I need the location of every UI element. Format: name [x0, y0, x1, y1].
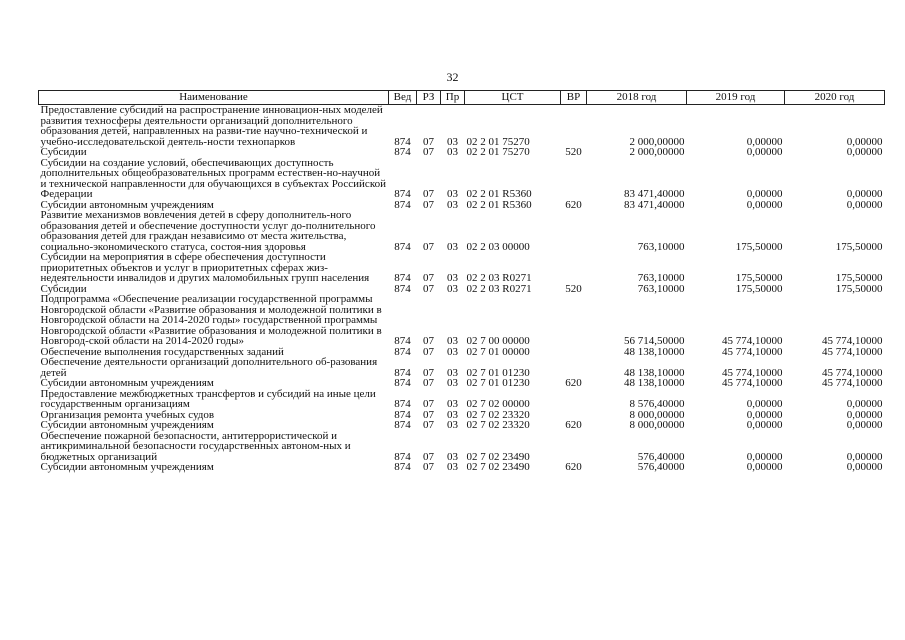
table-row	[39, 158, 885, 200]
row-amount-2018: 8 576,40000	[629, 398, 685, 410]
row-name: Обеспечение деятельности организаций дополнительного об-разования детей	[40, 356, 378, 379]
row-pr: 03	[447, 135, 458, 148]
row-amount-2020: 0,00000	[846, 461, 883, 473]
row-pr: 03	[447, 345, 458, 358]
row-rz: 07	[423, 377, 434, 389]
row-amount-2018: 763,10000	[637, 272, 685, 284]
table-row	[39, 252, 885, 284]
row-amount-2019: 0,00000	[746, 398, 783, 410]
row-amount-2018: 56 714,50000	[624, 335, 685, 347]
row-pr: 03	[447, 366, 458, 379]
budget-table	[38, 90, 885, 473]
row-cst: 02 7 02 23490	[466, 461, 530, 473]
row-amount-2020: 45 774,10000	[822, 345, 883, 358]
row-rz: 07	[423, 345, 434, 358]
row-name: Субсидии на мероприятия в сфере обеспечения доступности приоритетных объектов и услуг в приоритетных сферах жиз-недеятельности инвалидов и других маломобильных групп населения	[40, 251, 370, 284]
row-cst: 02 7 02 23320	[466, 419, 530, 431]
row-rz: 07	[423, 366, 434, 379]
row-amount-2019: 0,00000	[746, 198, 783, 211]
row-amount-2020: 0,00000	[846, 419, 883, 431]
row-amount-2020: 45 774,10000	[822, 377, 883, 389]
row-amount-2019: 45 774,10000	[722, 366, 783, 379]
row-cst: 02 2 03 R0271	[466, 282, 532, 295]
row-ved: 874	[394, 366, 411, 379]
row-amount-2020: 45 774,10000	[822, 335, 883, 347]
row-vr	[561, 347, 587, 358]
row-name: Развитие механизмов вовлечения детей в сферу дополнитель-ного образования детей и обеспечение доступности услуг до-полнительного образования детей для граждан независимо от места жительства, социально-экономического статуса, состоя-ния здоровья	[40, 209, 376, 253]
row-amount-2019: 45 774,10000	[722, 377, 783, 389]
row-name: Субсидии автономным учреждениям	[40, 461, 214, 473]
row-name: Субсидии на создание условий, обеспечивающих доступность дополнительных общеобразовательных программ естествен-но-научной и технической направленности для обучающихся в субъектах Российской Федерации	[40, 156, 386, 200]
row-rz: 07	[423, 408, 434, 421]
row-amount-2018: 8 000,00000	[629, 408, 685, 421]
row-pr: 03	[447, 398, 458, 410]
row-vr: 520	[565, 282, 582, 295]
row-amount-2019: 175,50000	[735, 272, 783, 284]
row-name: Субсидии	[40, 282, 87, 295]
row-amount-2018: 8 000,00000	[629, 419, 685, 431]
row-amount-2020: 0,00000	[846, 408, 883, 421]
row-vr	[561, 105, 587, 148]
row-ved: 874	[394, 272, 411, 284]
row-amount-2018: 576,40000	[637, 450, 685, 463]
row-amount-2018: 763,10000	[637, 282, 685, 295]
row-pr: 03	[447, 461, 458, 473]
row-rz: 07	[423, 282, 434, 295]
row-amount-2019: 45 774,10000	[722, 345, 783, 358]
row-vr: 520	[565, 146, 582, 158]
table-header-row	[39, 91, 885, 105]
row-ved: 874	[394, 335, 411, 347]
row-amount-2019: 0,00000	[746, 135, 783, 148]
table-row	[39, 105, 885, 148]
row-cst: 02 2 01 R5360	[466, 198, 532, 211]
row-amount-2018: 83 471,40000	[624, 188, 685, 200]
row-ved: 874	[394, 377, 411, 389]
page-number: 32	[446, 70, 459, 84]
row-pr: 03	[447, 146, 458, 158]
row-vr: 620	[565, 198, 582, 211]
row-amount-2018: 576,40000	[637, 461, 685, 473]
row-pr: 03	[447, 282, 458, 295]
row-rz: 07	[423, 398, 434, 410]
row-amount-2018: 48 138,10000	[624, 377, 685, 389]
row-rz: 07	[423, 450, 434, 463]
header-rz: РЗ	[417, 91, 441, 105]
row-vr	[561, 357, 587, 378]
row-rz: 07	[423, 419, 434, 431]
row-amount-2020: 175,50000	[835, 240, 883, 253]
row-ved: 874	[394, 398, 411, 410]
row-amount-2020: 45 774,10000	[822, 366, 883, 379]
row-amount-2020: 0,00000	[846, 398, 883, 410]
row-cst: 02 7 01 00000	[466, 345, 530, 358]
header-cst: ЦСТ	[465, 91, 561, 105]
row-name: Подпрограмма «Обеспечение реализации государственной программы Новгородской области «Развитие образования и молодежной политики в Новгородской области на 2014-2020 годы» государственной программы Новгородской области «Развитие образования и молодежной политики в Новгород-ской области на 2014-2020 годы»	[40, 293, 382, 347]
row-name: Субсидии автономным учреждениям	[40, 377, 214, 389]
row-rz: 07	[423, 146, 434, 158]
row-amount-2020: 175,50000	[835, 282, 883, 295]
row-amount-2020: 0,00000	[846, 146, 883, 158]
row-ved: 874	[394, 188, 411, 200]
row-vr	[561, 294, 587, 347]
row-amount-2019: 45 774,10000	[722, 335, 783, 347]
row-amount-2018: 2 000,00000	[629, 146, 685, 158]
row-cst: 02 2 01 75270	[466, 135, 530, 148]
row-rz: 07	[423, 461, 434, 473]
row-ved: 874	[394, 146, 411, 158]
header-2019: 2019 год	[687, 91, 785, 105]
row-cst: 02 7 01 01230	[466, 377, 530, 389]
header-ved: Вед	[389, 91, 417, 105]
row-pr: 03	[447, 419, 458, 431]
row-amount-2018: 48 138,10000	[624, 366, 685, 379]
row-vr: 620	[565, 419, 582, 431]
row-ved: 874	[394, 408, 411, 421]
row-ved: 874	[394, 198, 411, 211]
table-row	[39, 147, 885, 158]
row-vr	[561, 210, 587, 252]
row-amount-2019: 0,00000	[746, 146, 783, 158]
row-pr: 03	[447, 377, 458, 389]
header-pr: Пр	[441, 91, 465, 105]
row-amount-2019: 0,00000	[746, 408, 783, 421]
row-pr: 03	[447, 335, 458, 347]
row-amount-2018: 2 000,00000	[629, 135, 685, 148]
row-vr: 620	[565, 461, 582, 473]
row-cst: 02 2 01 R5360	[466, 188, 532, 200]
row-pr: 03	[447, 188, 458, 200]
row-rz: 07	[423, 198, 434, 211]
row-amount-2020: 0,00000	[846, 198, 883, 211]
table-row	[39, 389, 885, 410]
row-vr: 620	[565, 377, 582, 389]
row-amount-2019: 175,50000	[735, 240, 783, 253]
header-2020: 2020 год	[785, 91, 885, 105]
row-ved: 874	[394, 419, 411, 431]
row-ved: 874	[394, 240, 411, 253]
row-rz: 07	[423, 188, 434, 200]
row-amount-2020: 0,00000	[846, 450, 883, 463]
row-pr: 03	[447, 272, 458, 284]
row-name: Субсидии	[40, 146, 87, 158]
table-row	[39, 294, 885, 347]
row-name: Субсидии автономным учреждениям	[40, 198, 214, 211]
row-cst: 02 7 00 00000	[466, 335, 530, 347]
row-rz: 07	[423, 335, 434, 347]
row-name: Обеспечение выполнения государственных заданий	[40, 345, 284, 358]
row-cst: 02 7 02 23320	[466, 408, 530, 421]
row-cst: 02 7 02 00000	[466, 398, 530, 410]
row-ved: 874	[394, 461, 411, 473]
row-name: Предоставление субсидий на распространение инновацион-ных моделей развития техносферы деятельности организаций дополнительного образования детей, направленных на разви-тие научно-технической и учебно-исследовательской деятель-ности технопарков	[40, 104, 383, 148]
table-row	[39, 431, 885, 463]
row-amount-2020: 175,50000	[835, 272, 883, 284]
row-rz: 07	[423, 135, 434, 148]
table-body	[39, 105, 885, 473]
table-row	[39, 378, 885, 389]
table-row	[39, 420, 885, 431]
row-amount-2018: 83 471,40000	[624, 198, 685, 211]
row-amount-2018: 48 138,10000	[624, 345, 685, 358]
row-rz: 07	[423, 240, 434, 253]
row-amount-2019: 0,00000	[746, 450, 783, 463]
row-ved: 874	[394, 282, 411, 295]
header-name: Наименование	[39, 91, 389, 105]
row-cst: 02 2 01 75270	[466, 146, 530, 158]
row-cst: 02 7 02 23490	[466, 450, 530, 463]
row-cst: 02 2 03 00000	[466, 240, 530, 253]
row-ved: 874	[394, 450, 411, 463]
row-cst: 02 2 03 R0271	[466, 272, 532, 284]
header-vr: ВР	[561, 91, 587, 105]
row-amount-2019: 0,00000	[746, 419, 783, 431]
row-cst: 02 7 01 01230	[466, 366, 530, 379]
row-amount-2019: 0,00000	[746, 461, 783, 473]
row-vr	[561, 431, 587, 463]
row-amount-2020: 0,00000	[846, 135, 883, 148]
row-name: Субсидии автономным учреждениям	[40, 419, 214, 431]
header-2018: 2018 год	[587, 91, 687, 105]
row-pr: 03	[447, 198, 458, 211]
row-amount-2019: 175,50000	[735, 282, 783, 295]
row-vr	[561, 252, 587, 284]
row-name: Организация ремонта учебных судов	[40, 408, 215, 421]
row-pr: 03	[447, 408, 458, 421]
row-amount-2019: 0,00000	[746, 188, 783, 200]
row-vr	[561, 158, 587, 200]
row-name: Обеспечение пожарной безопасности, антитеррористической и антикриминальной безопасности государственных автоном-ных и бюджетных организаций	[40, 429, 351, 463]
table-row	[39, 357, 885, 378]
table-row	[39, 210, 885, 252]
row-amount-2020: 0,00000	[846, 188, 883, 200]
row-ved: 874	[394, 345, 411, 358]
row-ved: 874	[394, 135, 411, 148]
table-row	[39, 462, 885, 473]
row-rz: 07	[423, 272, 434, 284]
row-amount-2018: 763,10000	[637, 240, 685, 253]
row-vr	[561, 389, 587, 410]
row-name: Предоставление межбюджетных трансфертов и субсидий на иные цели государственным организациям	[40, 387, 376, 410]
row-pr: 03	[447, 450, 458, 463]
row-pr: 03	[447, 240, 458, 253]
